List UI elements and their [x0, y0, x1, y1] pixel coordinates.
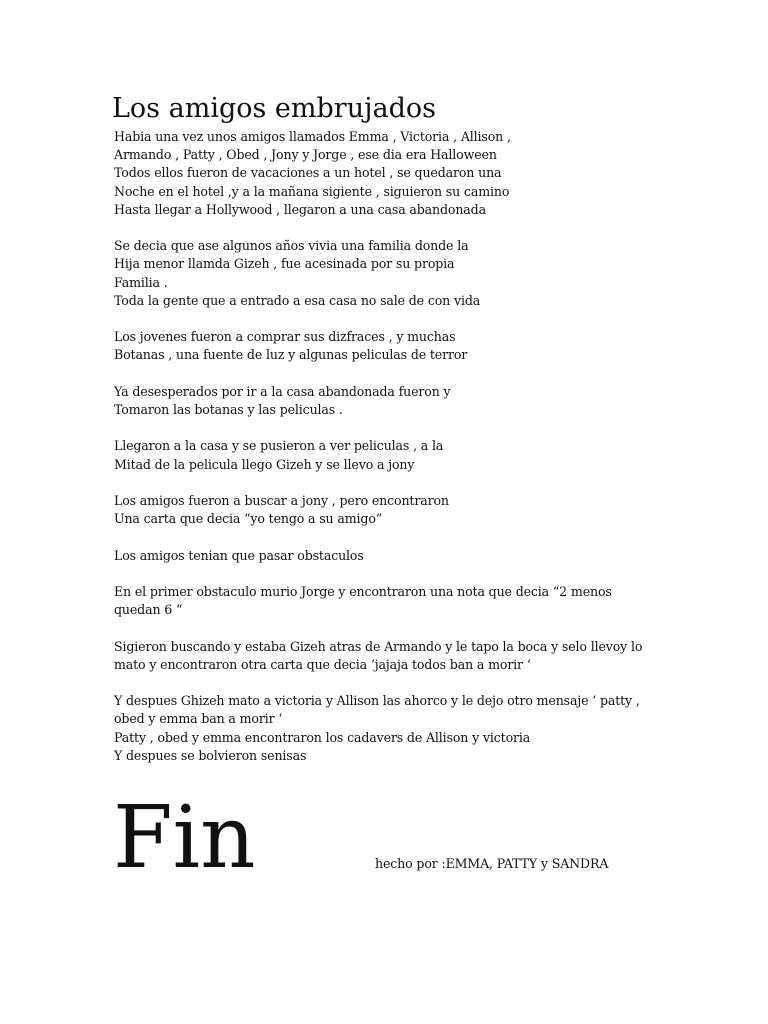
story-line: Tomaron las botanas y las peliculas . — [114, 402, 343, 417]
story-line: Los amigos fueron a buscar a jony , pero encontraron — [114, 492, 449, 508]
story-line: Noche en el hotel ,y a la mañana sigiente , siguieron su camino — [114, 183, 510, 199]
story-line: Los amigos tenian que pasar obstaculos — [114, 547, 364, 563]
story-paragraph — [114, 692, 674, 765]
story-paragraph — [114, 547, 674, 565]
page-title: Los amigos embrujados — [112, 93, 436, 124]
story-paragraph — [114, 237, 674, 310]
story-line: Mitad de la pelicula llego Gizeh y se llevo a jony — [114, 456, 415, 472]
story-line: En el primer obstaculo murio Jorge y encontraron una nota que decia “2 menos — [114, 583, 612, 599]
story-line: Patty , obed y emma encontraron los cadavers de Allison y victoria — [114, 729, 531, 745]
story-line: Hija menor llamda Gizeh , fue acesinada por su propia — [114, 256, 455, 272]
story-line: Se decia que ase algunos años vivia una familia donde la — [114, 238, 469, 254]
story-line: Ya desesperados por ir a la casa abandonada fueron y — [114, 383, 451, 399]
story-line: Los jovenes fueron a comprar sus dizfraces , y muchas — [114, 329, 456, 345]
story-line: Sigieron buscando y estaba Gizeh atras de Armando y le tapo la boca y selo llevoy lo — [114, 638, 643, 654]
story-line: Armando , Patty , Obed , Jony y Jorge , ese dia era Halloween — [114, 147, 497, 163]
story-paragraph — [114, 638, 674, 674]
story-line: Hasta llegar a Hollywood , llegaron a una casa abandonada — [114, 201, 486, 217]
story-line: Botanas , una fuente de luz y algunas peliculas de terror — [114, 347, 468, 363]
story-paragraph — [114, 437, 674, 473]
story-paragraph — [114, 492, 674, 528]
story-line: Una carta que decia “yo tengo a su amigo” — [114, 511, 383, 527]
story-line: Y despues se bolvieron senisas — [114, 747, 307, 763]
story-line: Familia . — [114, 274, 168, 290]
story-line: obed y emma ban a morir ‘ — [114, 711, 283, 727]
story-line: Llegaron a la casa y se pusieron a ver peliculas , a la — [114, 438, 444, 454]
story-paragraph — [114, 383, 674, 419]
story-line: Todos ellos fueron de vacaciones a un hotel , se quedaron una — [114, 165, 502, 181]
story-line: Toda la gente que a entrado a esa casa no sale de con vida — [114, 292, 481, 308]
story-line: Y despues Ghizeh mato a victoria y Allison las ahorco y le dejo otro mensaje ‘ patty , — [114, 693, 640, 709]
story-line: quedan 6 “ — [114, 602, 183, 618]
ending-text: Fin — [113, 788, 256, 888]
story-body — [114, 128, 674, 783]
story-paragraph — [114, 328, 674, 364]
story-paragraph — [114, 583, 674, 619]
credits-text: hecho por :EMMA, PATTY y SANDRA — [375, 856, 609, 871]
story-line: mato y encontraron otra carta que decia ‘jajaja todos ban a morir ‘ — [114, 656, 531, 672]
story-paragraph — [114, 128, 674, 219]
story-line: Habia una vez unos amigos llamados Emma , Victoria , Allison , — [114, 129, 511, 144]
